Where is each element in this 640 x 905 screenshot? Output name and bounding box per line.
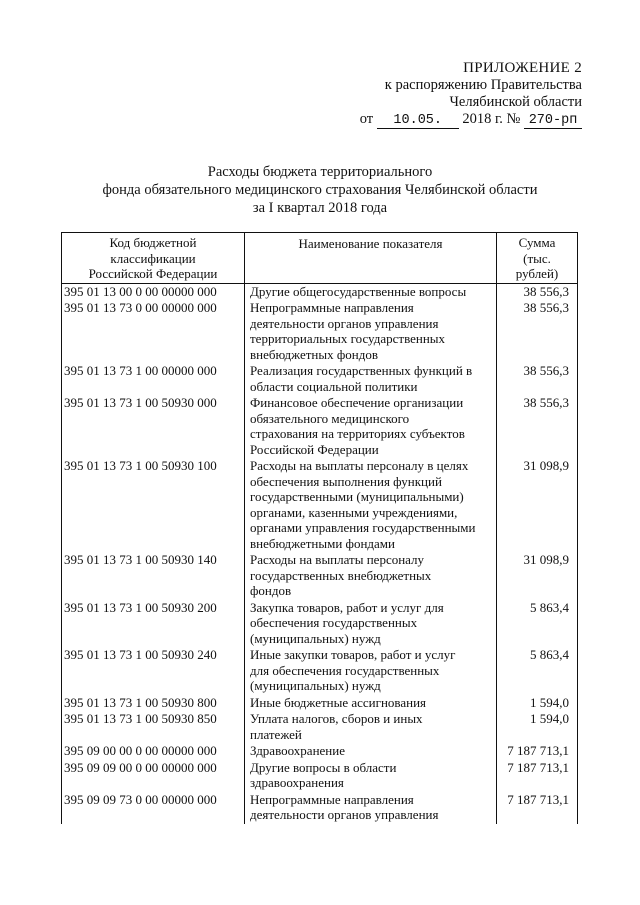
row-sum: 31 098,9 [497,552,578,600]
row-name-line: области социальной политики [250,378,418,394]
header-name: Наименование показателя [245,233,497,284]
table-row [62,695,578,712]
table-row [62,458,578,552]
row-sum: 38 556,3 [497,395,578,458]
row-name-line: Непрограммные направления [250,791,414,807]
row-name [245,600,497,648]
table-row [62,363,578,395]
row-name-line: органами, казенными учреждениями, [250,504,458,520]
row-code: 395 09 00 00 0 00 00000 000 [62,743,245,760]
row-name [245,792,497,824]
table-row [62,552,578,600]
row-name-line: деятельности органов управления [250,807,439,822]
table-row [62,647,578,695]
row-name-line: территориальных государственных [250,331,446,346]
row-code: 395 01 13 73 1 00 00000 000 [62,363,245,395]
row-sum: 31 098,9 [497,458,578,552]
row-name-line: органами управления государственными [250,520,476,535]
row-code: 395 01 13 00 0 00 00000 000 [62,283,245,300]
row-sum: 1 594,0 [497,695,578,712]
row-name-line: Расходы на выплаты персоналу в целях [250,458,469,473]
table-body [62,283,578,824]
decree-date: 10.05. [377,113,459,129]
row-code: 395 09 09 73 0 00 00000 000 [62,792,245,824]
row-code: 395 01 13 73 1 00 50930 800 [62,695,245,712]
table-row [62,792,578,824]
row-name-line: обязательного медицинского [250,410,410,426]
row-name-line: внебюджетных фондов [250,346,378,362]
table-header-row [62,233,578,284]
row-name-line: здравоохранения [250,775,344,790]
row-name [245,760,497,792]
row-name [245,395,497,458]
row-name-line: Реализация государственных функций в [250,363,473,378]
row-name-line: Другие вопросы в области [250,759,397,775]
table-row [62,283,578,300]
row-name-line: Иные бюджетные ассигнования [250,694,427,710]
row-sum: 38 556,3 [497,300,578,363]
header-sum: Сумма (тыс. рублей) [497,233,578,284]
table-row [62,760,578,792]
row-name-line: Иные закупки товаров, работ и услуг [250,647,456,662]
decree-year: 2018 г. № [462,111,521,127]
row-name [245,711,497,743]
row-name-line: Уплата налогов, сборов и иных [250,711,423,726]
table-row [62,300,578,363]
row-name-line: внебюджетными фондами [250,535,395,551]
row-name-line: Непрограммные направления [250,300,414,315]
row-name [245,363,497,395]
row-name [245,647,497,695]
row-sum: 5 863,4 [497,647,578,695]
row-sum: 7 187 713,1 [497,743,578,760]
title-line-1: Расходы бюджета территориального [207,164,433,180]
row-name [245,458,497,552]
row-name-line: обеспечения выполнения функций [250,473,442,489]
row-name-line: страхования на территориях субъектов [250,426,465,441]
row-sum: 7 187 713,1 [497,792,578,824]
row-name [245,743,497,760]
row-name-line: платежей [250,726,302,742]
date-prefix: от [359,111,374,127]
row-sum: 38 556,3 [497,283,578,300]
appendix-header [360,60,582,129]
decree-number: 270-рп [524,113,582,129]
appendix-label: ПРИЛОЖЕНИЕ 2 [463,60,582,76]
appendix-date-line [360,111,582,129]
row-name-line: Российской Федерации [250,441,379,457]
appendix-decree-line: к распоряжению Правительства [384,77,582,93]
row-code: 395 01 13 73 1 00 50930 100 [62,458,245,552]
row-name-line: (муниципальных) нужд [250,678,381,693]
row-sum: 5 863,4 [497,600,578,648]
row-name-line: государственными (муниципальными) [250,489,464,504]
row-name-line: деятельности органов управления [250,315,439,331]
title-line-2: фонда обязательного медицинского страхования Челябинской области [102,182,538,198]
row-sum: 38 556,3 [497,363,578,395]
row-name-line: Здравоохранение [250,743,345,758]
appendix-region-line: Челябинской области [449,94,582,110]
row-name-line: (муниципальных) нужд [250,630,381,646]
row-name [245,552,497,600]
table-row [62,743,578,760]
row-name [245,695,497,712]
row-code: 395 01 13 73 1 00 50930 200 [62,600,245,648]
row-name-line: Закупка товаров, работ и услуг для [250,599,444,615]
row-name [245,300,497,363]
row-code: 395 01 13 73 0 00 00000 000 [62,300,245,363]
row-name-line: для обеспечения государственных [250,662,440,678]
title-line-3: за I квартал 2018 года [252,200,388,216]
expenses-table [61,232,578,824]
row-name-line: Расходы на выплаты персоналу [250,552,425,567]
row-name-line: Другие общегосударственные вопросы [250,283,467,299]
row-name-line: обеспечения государственных [250,615,418,630]
table-row [62,395,578,458]
row-sum: 1 594,0 [497,711,578,743]
table-row [62,711,578,743]
row-name [245,283,497,300]
row-code: 395 01 13 73 1 00 50930 000 [62,395,245,458]
table-row [62,600,578,648]
header-code: Код бюджетной классификации Российской Федерации [62,233,245,284]
row-code: 395 01 13 73 1 00 50930 140 [62,552,245,600]
row-code: 395 01 13 73 1 00 50930 240 [62,647,245,695]
row-code: 395 01 13 73 1 00 50930 850 [62,711,245,743]
row-name-line: государственных внебюджетных [250,567,432,583]
row-sum: 7 187 713,1 [497,760,578,792]
row-name-line: Финансовое обеспечение организации [250,395,464,410]
document-title [60,163,580,217]
row-name-line: фондов [250,583,292,598]
row-code: 395 09 09 00 0 00 00000 000 [62,760,245,792]
